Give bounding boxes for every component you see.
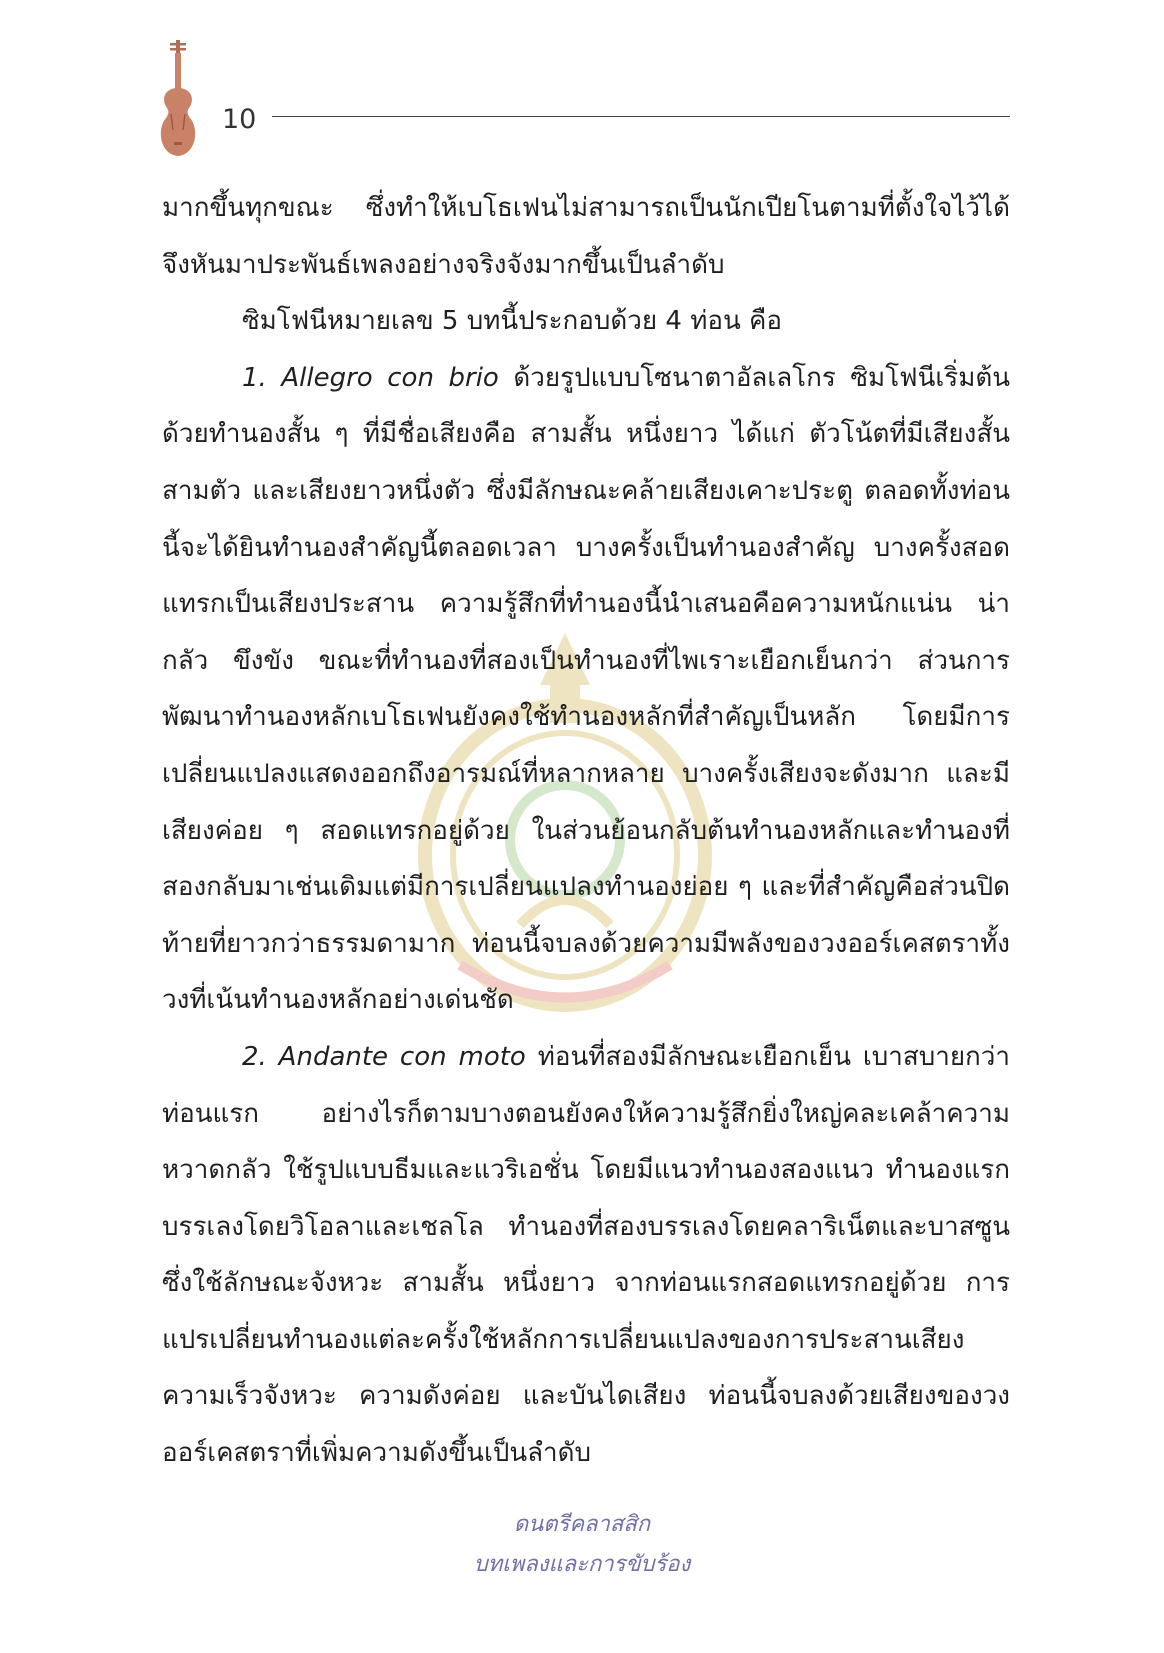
movement-2-text: ท่อนที่สองมีลักษณะเยือกเย็น เบาสบายกว่าท่อนแรก อย่างไรก็ตามบางตอนยังคงให้ความรู้สึกยิ่งใหญ่คละเคล้าความหวาดกลัว ใช้รูปแบบธีมและแวริเอชั่น โดยมีแนวทำนองสองแนว ทำนองแรกบรรเลงโดยวิโอลาและเชลโล ทำนองที่สองบรรเลงโดยคลาริเน็ตและบาสซูน ซึ่งใช้ลักษณะจังหวะ สามสั้น หนึ่งยาว จากท่อนแรกสอดแทรกอยู่ด้วย การแปรเปลี่ยนทำนองแต่ละครั้งใช้หลักการเปลี่ยนแปลงของการประสานเสียง ความเร็วจังหวะ ความดังค่อย และบันไดเสียง ท่อนนี้จบลงด้วยเสียงของวงออร์เคสตราที่เพิ่มความดังขึ้นเป็นลำดับ [162,1041,1010,1469]
body-text [162,180,1010,1482]
movement-1-title: 1. Allegro con brio [242,362,499,393]
page-number: 10 [222,104,257,135]
violin-icon [156,38,200,160]
paragraph-movement-1 [162,350,1010,1029]
paragraph-movement-2 [162,1029,1010,1482]
footer-line-2: บทเพลงและการขับร้อง [473,1552,691,1577]
page-header [150,38,1010,163]
movement-1-text: ด้วยรูปแบบโซนาตาอัลเลโกร ซิมโฟนีเริ่มต้นด้วยทำนองสั้น ๆ ที่มีชื่อเสียงคือ สามสั้น หนึ่งยาว ได้แก่ ตัวโน้ตที่มีเสียงสั้นสามตัว และเสียงยาวหนึ่งตัว ซึ่งมีลักษณะคล้ายเสียงเคาะประตู ตลอดทั้งท่อนนี้จะได้ยินทำนองสำคัญนี้ตลอดเวลา บางครั้งเป็นทำนองสำคัญ บางครั้งสอดแทรกเป็นเสียงประสาน ความรู้สึกที่ทำนองนี้นำเสนอคือความหนักแน่น น่ากลัว ขึงขัง ขณะที่ทำนองที่สองเป็นทำนองที่ไพเราะเยือกเย็นกว่า ส่วนการพัฒนาทำนองหลักเบโธเฟนยังคงใช้ทำนองหลักที่สำคัญเป็นหลัก โดยมีการเปลี่ยนแปลงแสดงออกถึงอารมณ์ที่หลากหลาย บางครั้งเสียงจะดังมาก และมีเสียงค่อย ๆ สอดแทรกอยู่ด้วย ในส่วนย้อนกลับต้นทำนองหลักและทำนองที่สองกลับมาเช่นเดิมแต่มีการเปลี่ยนแปลงทำนองย่อย ๆ และที่สำคัญคือส่วนปิดท้ายที่ยาวกว่าธรรมดามาก ท่อนนี้จบลงด้วยความมีพลังของวงออร์เคสตราทั้งวงที่เน้นทำนองหลักอย่างเด่นชัด [162,362,1010,1016]
movement-2-title: 2. Andante con moto [242,1041,526,1072]
footer-line-1: ดนตรีคลาสสิก [513,1512,651,1537]
page-footer [0,1505,1164,1585]
header-rule [272,116,1010,117]
paragraph-continuation: มากขึ้นทุกขณะ ซึ่งทำให้เบโธเฟนไม่สามารถเป็นนักเปียโนตามที่ตั้งใจไว้ได้ จึงหันมาประพันธ์เพลงอย่างจริงจังมากขึ้นเป็นลำดับ [162,193,1010,280]
paragraph-intro: ซิมโฟนีหมายเลข 5 บทนี้ประกอบด้วย 4 ท่อน คือ [242,306,783,337]
